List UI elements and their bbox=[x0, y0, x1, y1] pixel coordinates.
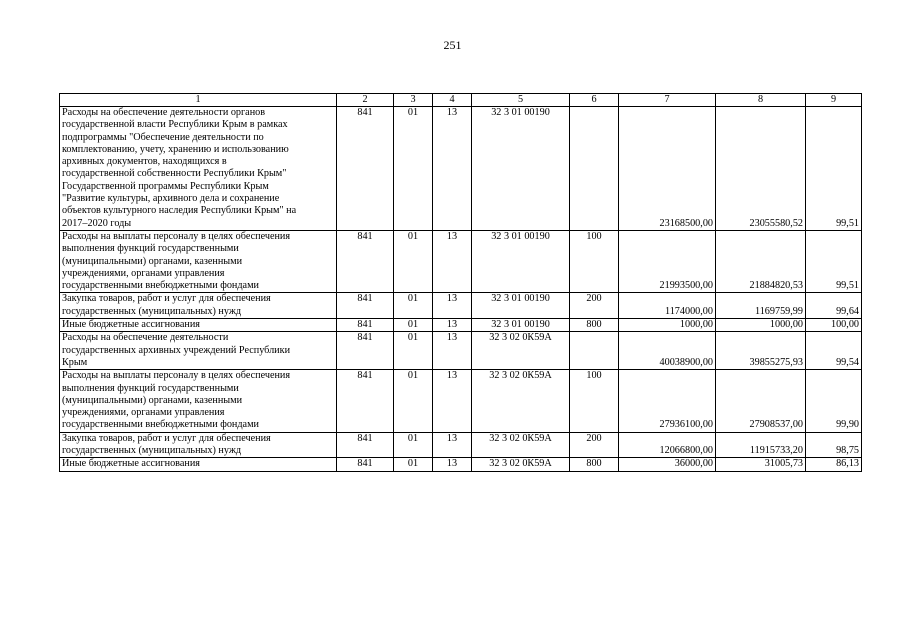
actual-amount: 1000,00 bbox=[716, 319, 806, 332]
expense-name: Иные бюджетные ассигнования bbox=[60, 458, 337, 471]
budget-table bbox=[59, 93, 862, 472]
expense-name: Расходы на выплаты персоналу в целях обеспечения выполнения функций государственными (муниципальными) органами, казенными учреждениями, органами управления государственными внебюджетными фондами bbox=[60, 370, 337, 432]
planned-amount: 21993500,00 bbox=[619, 230, 716, 292]
actual-amount: 27908537,00 bbox=[716, 370, 806, 432]
column-header: 3 bbox=[394, 94, 433, 107]
actual-amount: 1169759,99 bbox=[716, 293, 806, 319]
target-article-code: 32 3 01 00190 bbox=[472, 230, 570, 292]
section-code: 01 bbox=[394, 432, 433, 458]
table-row bbox=[60, 370, 862, 432]
target-article-code: 32 3 01 00190 bbox=[472, 293, 570, 319]
ministry-code: 841 bbox=[337, 319, 394, 332]
column-header: 6 bbox=[570, 94, 619, 107]
ministry-code: 841 bbox=[337, 370, 394, 432]
planned-amount: 23168500,00 bbox=[619, 107, 716, 231]
planned-amount: 27936100,00 bbox=[619, 370, 716, 432]
ministry-code: 841 bbox=[337, 332, 394, 370]
execution-percent: 98,75 bbox=[806, 432, 862, 458]
subsection-code: 13 bbox=[433, 293, 472, 319]
expense-type-code: 800 bbox=[570, 319, 619, 332]
subsection-code: 13 bbox=[433, 458, 472, 471]
subsection-code: 13 bbox=[433, 432, 472, 458]
actual-amount: 21884820,53 bbox=[716, 230, 806, 292]
execution-percent: 99,51 bbox=[806, 230, 862, 292]
section-code: 01 bbox=[394, 230, 433, 292]
table-row bbox=[60, 319, 862, 332]
expense-type-code: 200 bbox=[570, 432, 619, 458]
ministry-code: 841 bbox=[337, 230, 394, 292]
table-row bbox=[60, 107, 862, 231]
table-row bbox=[60, 458, 862, 471]
table-row bbox=[60, 432, 862, 458]
actual-amount: 23055580,52 bbox=[716, 107, 806, 231]
table-row bbox=[60, 332, 862, 370]
expense-type-code: 200 bbox=[570, 293, 619, 319]
expense-type-code: 100 bbox=[570, 230, 619, 292]
column-header: 7 bbox=[619, 94, 716, 107]
subsection-code: 13 bbox=[433, 319, 472, 332]
expense-type-code bbox=[570, 332, 619, 370]
target-article-code: 32 3 01 00190 bbox=[472, 107, 570, 231]
target-article-code: 32 3 01 00190 bbox=[472, 319, 570, 332]
ministry-code: 841 bbox=[337, 107, 394, 231]
execution-percent: 99,90 bbox=[806, 370, 862, 432]
column-header: 8 bbox=[716, 94, 806, 107]
column-header: 5 bbox=[472, 94, 570, 107]
section-code: 01 bbox=[394, 458, 433, 471]
table-row bbox=[60, 293, 862, 319]
column-header: 2 bbox=[337, 94, 394, 107]
planned-amount: 12066800,00 bbox=[619, 432, 716, 458]
target-article-code: 32 3 02 0К59А bbox=[472, 370, 570, 432]
section-code: 01 bbox=[394, 293, 433, 319]
column-header: 4 bbox=[433, 94, 472, 107]
column-header: 9 bbox=[806, 94, 862, 107]
section-code: 01 bbox=[394, 332, 433, 370]
execution-percent: 99,64 bbox=[806, 293, 862, 319]
expense-name: Расходы на обеспечение деятельности органов государственной власти Республики Крым в рамках подпрограммы "Обеспечение деятельности по комплектованию, учету, хранению и использованию архивных документов, находящихся в государственной собственности Республики Крым" Государственной программы Республики Крым "Развитие культуры, архивного дела и сохранение объектов культурного наследия Республики Крым" на 2017–2020 годы bbox=[60, 107, 337, 231]
execution-percent: 99,54 bbox=[806, 332, 862, 370]
expense-name: Закупка товаров, работ и услуг для обеспечения государственных (муниципальных) нужд bbox=[60, 293, 337, 319]
section-code: 01 bbox=[394, 107, 433, 231]
section-code: 01 bbox=[394, 319, 433, 332]
target-article-code: 32 3 02 0К59А bbox=[472, 332, 570, 370]
subsection-code: 13 bbox=[433, 332, 472, 370]
ministry-code: 841 bbox=[337, 458, 394, 471]
planned-amount: 1174000,00 bbox=[619, 293, 716, 319]
column-header: 1 bbox=[60, 94, 337, 107]
subsection-code: 13 bbox=[433, 107, 472, 231]
planned-amount: 36000,00 bbox=[619, 458, 716, 471]
expense-name: Закупка товаров, работ и услуг для обеспечения государственных (муниципальных) нужд bbox=[60, 432, 337, 458]
planned-amount: 40038900,00 bbox=[619, 332, 716, 370]
expense-name: Расходы на обеспечение деятельности государственных архивных учреждений Республики Крым bbox=[60, 332, 337, 370]
expense-type-code: 800 bbox=[570, 458, 619, 471]
execution-percent: 99,51 bbox=[806, 107, 862, 231]
subsection-code: 13 bbox=[433, 230, 472, 292]
table-row bbox=[60, 230, 862, 292]
section-code: 01 bbox=[394, 370, 433, 432]
actual-amount: 11915733,20 bbox=[716, 432, 806, 458]
execution-percent: 86,13 bbox=[806, 458, 862, 471]
expense-name: Иные бюджетные ассигнования bbox=[60, 319, 337, 332]
expense-name: Расходы на выплаты персоналу в целях обеспечения выполнения функций государственными (муниципальными) органами, казенными учреждениями, органами управления государственными внебюджетными фондами bbox=[60, 230, 337, 292]
expense-type-code: 100 bbox=[570, 370, 619, 432]
subsection-code: 13 bbox=[433, 370, 472, 432]
page-number: 251 bbox=[443, 38, 462, 52]
ministry-code: 841 bbox=[337, 432, 394, 458]
header-row bbox=[60, 94, 862, 107]
target-article-code: 32 3 02 0К59А bbox=[472, 432, 570, 458]
actual-amount: 39855275,93 bbox=[716, 332, 806, 370]
actual-amount: 31005,73 bbox=[716, 458, 806, 471]
execution-percent: 100,00 bbox=[806, 319, 862, 332]
ministry-code: 841 bbox=[337, 293, 394, 319]
planned-amount: 1000,00 bbox=[619, 319, 716, 332]
target-article-code: 32 3 02 0К59А bbox=[472, 458, 570, 471]
expense-type-code bbox=[570, 107, 619, 231]
